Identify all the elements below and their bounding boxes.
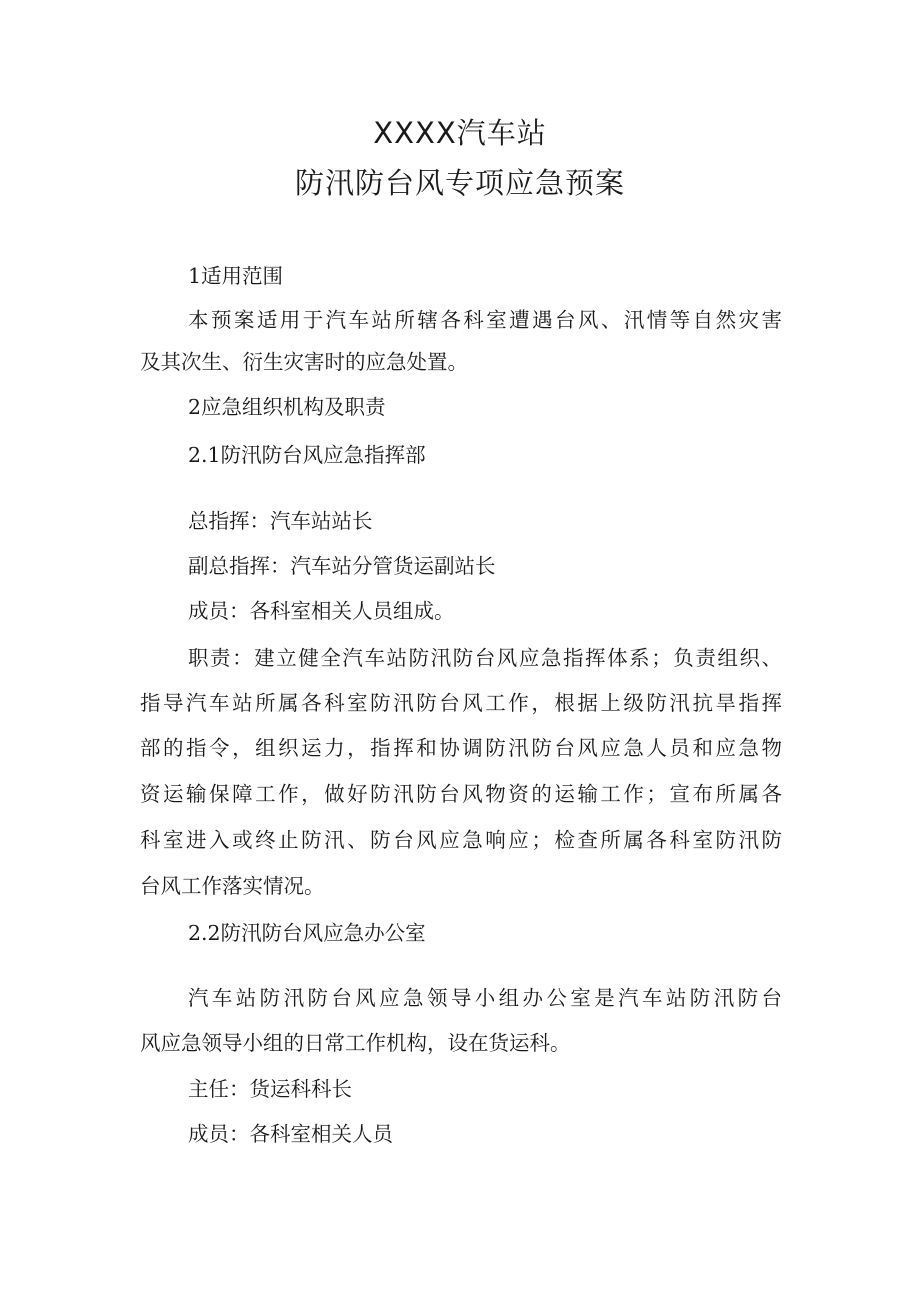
paragraph-line: 资运输保障工作，做好防汛防台风物资的运输工作；宣布所属各 bbox=[140, 782, 782, 806]
paragraph-line: 科室进入或终止防汛、防台风应急响应；检查所属各科室防汛防 bbox=[140, 828, 782, 852]
document-title-line-2: 防汛防台风专项应急预案 bbox=[294, 166, 625, 200]
section-heading-2: 2应急组织机构及职责 bbox=[188, 395, 386, 419]
paragraph-line: 成员：各科室相关人员组成。 bbox=[188, 599, 455, 623]
section-heading-1: 1适用范围 bbox=[188, 264, 284, 288]
paragraph-line: 副总指挥：汽车站分管货运副站长 bbox=[188, 554, 496, 578]
paragraph-line: 职责：建立健全汽车站防汛防台风应急指挥体系；负责组织、 bbox=[188, 646, 782, 670]
paragraph-line: 本预案适用于汽车站所辖各科室遭遇台风、汛情等自然灾害 bbox=[188, 308, 782, 332]
paragraph-line: 台风工作落实情况。 bbox=[140, 874, 325, 898]
paragraph-line: 总指挥：汽车站站长 bbox=[188, 509, 373, 533]
section-heading-2-1: 2.1防汛防台风应急指挥部 bbox=[188, 443, 426, 467]
document-title-line-1: XXXX汽车站 bbox=[373, 116, 547, 150]
paragraph-line: 风应急领导小组的日常工作机构，设在货运科。 bbox=[140, 1031, 571, 1055]
section-heading-2-2: 2.2防汛防台风应急办公室 bbox=[188, 921, 426, 945]
paragraph-line: 部的指令，组织运力，指挥和协调防汛防台风应急人员和应急物 bbox=[140, 736, 782, 760]
paragraph-line: 汽车站防汛防台风应急领导小组办公室是汽车站防汛防台 bbox=[188, 986, 782, 1010]
paragraph-line: 主任：货运科科长 bbox=[188, 1077, 352, 1101]
paragraph-line: 指导汽车站所属各科室防汛防台风工作，根据上级防汛抗旱指挥 bbox=[140, 691, 782, 715]
paragraph-line: 成员：各科室相关人员 bbox=[188, 1122, 393, 1146]
paragraph-line: 及其次生、衍生灾害时的应急处置。 bbox=[140, 350, 468, 374]
